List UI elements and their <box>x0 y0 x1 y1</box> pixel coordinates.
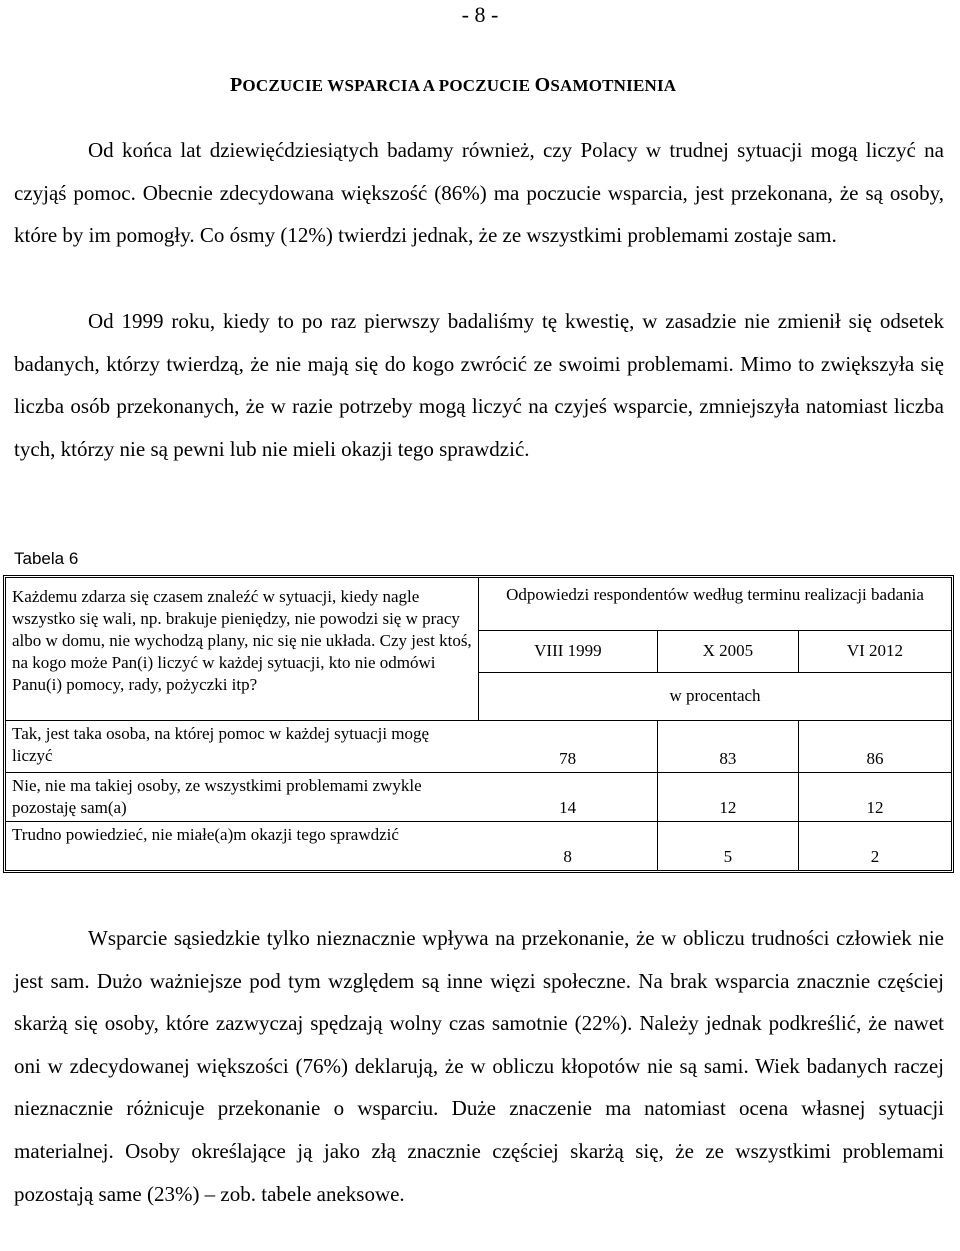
year-header: VIII 1999 <box>479 630 658 672</box>
data-table-frame <box>3 575 954 873</box>
row-label: Nie, nie ma takiej osoby, ze wszystkimi problemami zwykle pozostaję sam(a) <box>6 772 479 821</box>
row-value: 86 <box>798 720 951 772</box>
paragraph-3-text: Wsparcie sąsiedzkie tylko nieznacznie wpływa na przekonanie, że w obliczu trudności człowiek nie jest sam. Dużo ważniejsze pod tym względem są inne więzi społeczne. Na brak wsparcia znacznie częściej skarżą się osoby, które zazwyczaj spędzają wolny czas samotnie (22%). Należy jednak podkreślić, że nawet oni w zdecydowanej większości (76%) deklarują, że w obliczu kłopotów nie są sami. Wiek badanych raczej nieznacznie różnicuje przekonanie o wsparciu. Duże znaczenie ma natomiast ocena własnej sytuacji materialnej. Osoby określające ją jako złą znacznie częściej skarżą się, że ze wszystkimi problemami pozostają same (23%) – zob. tabele aneksowe. <box>14 926 944 1206</box>
table-row <box>6 821 951 870</box>
heading-initial-1: P <box>230 74 243 96</box>
row-value: 14 <box>479 772 658 821</box>
page-number: - 8 - <box>461 2 499 27</box>
row-label: Tak, jest taka osoba, na której pomoc w każdej sytuacji mogę liczyć <box>6 720 479 772</box>
heading-initial-2: O <box>534 74 551 96</box>
paragraph-2-text: Od 1999 roku, kiedy to po raz pierwszy badaliśmy tę kwestię, w zasadzie nie zmienił się odsetek badanych, którzy twierdzą, że nie mają się do kogo zwrócić ze swoimi problemami. Mimo to zwiększyła się liczba osób przekonanych, że w razie potrzeby mogą liczyć na czyjeś wsparcie, zmniejszyła natomiast liczba tych, którzy nie są pewni lub nie mieli okazji tego sprawdzić. <box>14 309 944 461</box>
year-header: X 2005 <box>657 630 798 672</box>
row-value: 2 <box>798 821 951 870</box>
table-row <box>6 720 951 772</box>
row-value: 12 <box>798 772 951 821</box>
paragraph-2 <box>14 300 944 470</box>
column-group-header: Odpowiedzi respondentów według terminu realizacji badania <box>479 578 952 630</box>
table-caption: Tabela 6 <box>14 549 79 568</box>
row-value: 12 <box>657 772 798 821</box>
question-cell: Każdemu zdarza się czasem znaleźć w sytuacji, kiedy nagle wszystko się wali, np. brakuje pieniędzy, nie powodzi się w pracy albo w domu, nie wychodzą plany, nic się nie układa. Czy jest ktoś, na kogo może Pan(i) liczyć w każdej sytuacji, kto nie odmówi Panu(i) pomocy, rady, pożyczki itp? <box>6 578 479 720</box>
row-value: 8 <box>479 821 658 870</box>
row-value: 78 <box>479 720 658 772</box>
table-row <box>6 772 951 821</box>
row-value: 5 <box>657 821 798 870</box>
row-value: 83 <box>657 720 798 772</box>
year-header: VI 2012 <box>798 630 951 672</box>
data-table <box>6 578 951 870</box>
heading-text-1: OCZUCIE WSPARCIA A POCZUCIE <box>242 76 535 95</box>
paragraph-1-text: Od końca lat dziewięćdziesiątych badamy również, czy Polacy w trudnej sytuacji mogą liczyć na czyjąś pomoc. Obecnie zdecydowana większość (86%) ma poczucie wsparcia, jest przekonana, że są osoby, które by im pomogły. Co ósmy (12%) twierdzi jednak, że ze wszystkimi problemami zostaje sam. <box>14 138 944 248</box>
paragraph-3 <box>14 917 944 1215</box>
unit-label: w procentach <box>669 686 761 705</box>
paragraph-1 <box>14 129 944 257</box>
row-label: Trudno powiedzieć, nie miałe(a)m okazji tego sprawdzić <box>6 821 479 870</box>
heading-text-2: SAMOTNIENIA <box>550 76 677 95</box>
section-heading <box>230 74 676 97</box>
